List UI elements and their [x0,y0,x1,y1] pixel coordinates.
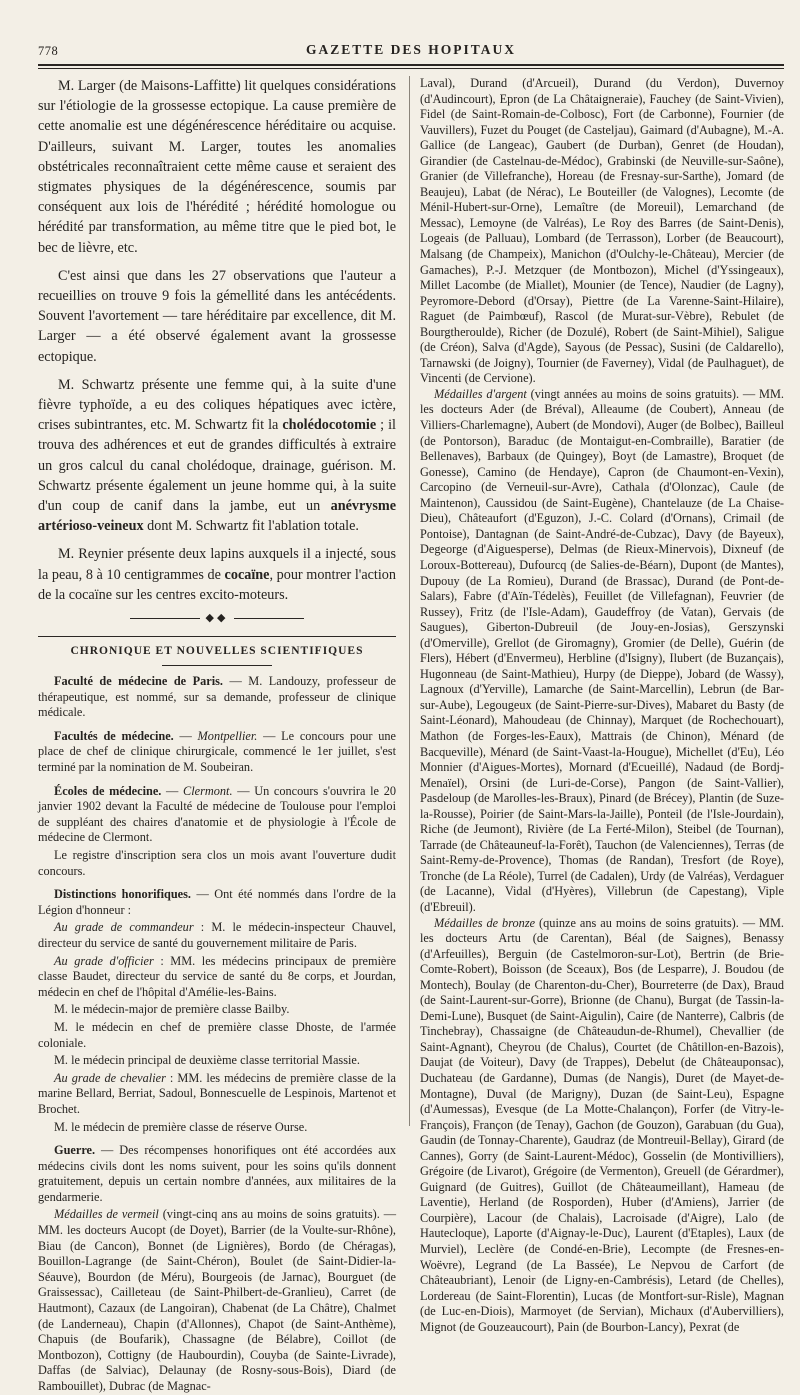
news-head: Distinctions honorifiques. [54,887,191,902]
award-line: M. le médecin-major de première classe Bailby. [54,1002,290,1017]
award-line: M. le médecin principal de deuxième classe territorial Massie. [54,1053,360,1068]
page-header [38,42,784,64]
medal-label: Médailles de bronze [434,915,536,930]
medal-body: (vingt-cinq ans au moins de soins gratuits). — MM. les docteurs Aucopt (de Doyet), Barrier (de la Voulte-sur-Rhône), Biau (de Cancon), Bonnet (de Lignières), Bordo (de Chéragas), Bouillon-Lagrange (de Saint-Chéron), Boulet (de Saint-Didier-la-Séauve), Bourdon (de Méru), Bourgeois (de Jarnac), Bourguet (de Graissessac), Cailleteau (de Saint-Philbert-de-Granlieu), Carret (de Hautmont), Cazaux (de Langoiran), Chabenat (de La Châtre), Chalmet (de Landerneau), Chapin (d'Allonnes), Chapot (de Saint-Anthème), Chapuis (de Boufarik), Chassagne (de Bélabre), Coillot (de Montbozon), Cottigny (de Haubourdin), Couyba (de Sainte-Livrade), Daffas (de Salviac), Delaunay (de Rosny-sous-Bois), Diard (de Rambouillet), Dubrac (de Magnac- [38,1207,396,1394]
medal-label: Médailles de vermeil [54,1207,159,1222]
schwartz-term-2: anévrysme artérioso-veineux [38,498,396,535]
award-body: : M. le médecin-inspecteur Chauvel, directeur du service de santé du gouvernement militaire de Paris. [38,920,396,950]
reynier-text-1: M. Reynier présente deux lapins auxquels il a injecté, sous la peau, 8 à 10 centigrammes de [38,546,396,583]
award-label: Au grade d'officier [54,953,154,968]
medal-label: Médailles d'argent [434,386,527,401]
section-ornament: ◆◆ [38,611,396,624]
news-body: — Ont été nommés dans l'ordre de la Légion d'honneur : [38,887,397,917]
left-column [38,76,397,1394]
section-title: CHRONIQUE ET NOUVELLES SCIENTIFIQUES [38,636,396,657]
medal-argent [420,387,784,916]
medal-bronze [420,916,784,1336]
schwartz-term-1: cholédocotomie [282,417,377,434]
schwartz-text-3: dont M. Schwartz fit l'ablation totale. [143,518,359,535]
header-rule-thin [38,68,784,69]
reynier-text-2: , pour montrer l'action de la cocaïne sur les centres excito-moteurs. [38,566,396,603]
news-head: Guerre. [54,1143,96,1158]
news-item: Écoles de médecine. — Clermont. — Un concours s'ouvrira le 20 janvier 1902 devant la Faculté de médecine de Toulouse pour l'emploi de suppléant des chaires d'anatomie et de physiologie à l'École de médecine de Clermont. [38,783,396,845]
award-body: : MM. les médecins principaux de première classe Baudet, directeur du service de santé du 8e corps, et Jourdan, médecin en chef de l'hôpital d'Amélie-les-Bains. [38,953,396,999]
award-label: Au grade de chevalier [54,1070,166,1085]
news-item: Facultés de médecine. — Montpellier. — Le concours pour une place de chef de clinique chirurgicale, commencé le 1er juillet, s'est terminé par la nomination de M. Soubeiran. [38,728,397,775]
news-body: — Des récompenses honorifiques ont été accordées aux médecins civils dont les noms suivent, pour les soins qu'ils donnent gratuitement, depuis un certain nombre d'années, aux militaires de la gendarmerie. [38,1143,396,1204]
society-report [38,76,396,605]
medal-body: (vingt années au moins de soins gratuits). — MM. les docteurs Ader (de Bréval), Alleaume (de Coubert), Anneau (de Villiers-Charlemagne), Aubert (de Mondovi), Auger (de Bolbec), Bailleul (de Pontorson), Baraduc (de Montaigut-en-Combraille), Baratier (de Bellenaves), Barbaux (de Quingey), Boyt (de Lamastre), Broquet (de Gonesse), Camino (de Hendaye), Capron (de Chaumont-en-Vexin), Carcopino (de Verneuil-sur-Avre), Cathala (d'Olonzac), Caule (de Maintenon), Caussidou (de Saint-Eugène), Chantelauze (de La Chaise-Dieu), Châteaufort (d'Eguzon), J.-C. Colard (d'Ornans), Crimail (de Pontoise), Dantagnan (de Saint-André-de-Cubzac), Davy (de Bayeux), Degeorge (d'Aiguesperse), Delmas (de Rieux-Minervois), Dixneuf (de Loroux-Bottereau), Dufourcq (de Salies-de-Béarn), Dupont (de Mantes), Dupouy (de La Romieu), Durand (de Brassac), Durand (de Pont-de-Salars), Fabre (d'Aïn-Tédelès), Feuillet (de Villefagnan), Feuvrier (de Russey), Fritz (de l'Isle-Adam), Gaudeffroy (de Vatan), Gervais (de Saugues), Giberton-Dubreuil (de Jouy-en-Josias), Gerszynski (d'Omerville), Grellot (de Giromagny), Gromier (de Delle), Guérin (de Flers), Hébert (d'Envermeu), Herbline (d'Isigny), Ilubert (de Buzançais), Hugonneau (de Saint-Mathieu), Hurpy (de Dieppe), Jobard (de Wassy), Lagnoux (d'Yerville), Lamarche (de Saint-Marcellin), Lebrun (de Bar-sur-Aube), Legougeux (de Saint-Pierre-sur-Dives), Mabaret du Basty (de Saint-Léonard), Mahoudeau (de Chinnay), Marquet (de Rochechouart), Mathon (de Forges-les-Eaux), Mattrais (de Chinon), Ménard (de Bacqueville), Ménard (de Saint-Vaast-la-Hougue), Michellet (d'Eu), Léo Monnier (d'Aigues-Mortes), Mornard (d'Ecueillé), Nadaud (de Bordj-Menaïel), Orsini (de Luri-de-Corse), Pangon (de Saint-Vallier), Pasdeloup (de Marolles-les-Braux), Pinard (de Brécey), Plantin (de Suze-la-Rousse), Poirier (de Saint-Mars-la-Jaille), Ponteil (de l'Isle-Jourdain), Riche (de Jeumont), Rivière (de La Ferté-Milon), Steibel (de Tournan), Tarrade (de Châteauneuf-la-Forêt), Tauchon (de Valenciennes), Terras (de Saint-Remy-de-Provence), Thomas (de Randan), Tresfort (de Roye), Tronche (de La Réole), Turrel (de Cadalen), Urdy (de Valréas), Verdaguer (de Lacanne), Vidal (d'Hyères), Villebrun (de Capestang), Viple (d'Ebreuil). [420,386,784,914]
reynier-term: cocaïne [224,566,270,583]
news-item [38,1143,396,1205]
paragraph-schwartz [38,375,396,537]
award-body: : MM. les médecins de première classe de la marine Bellard, Berriat, Sadoul, Bonnescuelle de Lespinois, Martenot et Brochet. [38,1070,396,1116]
news-body: — M. Landouzy, professeur de thérapeutique, est nommé, sur sa demande, professeur de clinique médicale. [38,674,396,720]
journal-title: GAZETTE DES HOPITAUX [305,42,517,57]
schwartz-text-2: ; il trouva des adhérences et eut de grandes difficultés à extraire un gros calcul du canal cholédoque, drainage, guérison. M. Schwartz présente également un jeune homme qui, à la suite d'un coup de canif dans la jambe, eut un [38,417,397,515]
news-list [38,674,396,1395]
award-chevalier [38,1071,396,1118]
news-item [38,674,396,721]
section-subrule [162,665,272,666]
schwartz-text-1: M. Schwartz présente une femme qui, à la suite d'une fièvre typhoïde, a eu des coliques hépatiques avec ictère, crises subintrantes, etc. M. Schwartz fit la [38,376,396,434]
news-place: Clermont. [183,783,233,798]
paragraph-gemellite-text: C'est ainsi que dans les 27 observations que l'auteur a recueillies on trouve 9 fois la gémellité dans les antécédents. Souvent l'avortement — tare héréditaire par excellence, dit M. Larger — a été observé également avant la grossesse ectopique. [38,267,396,365]
paragraph-gemellite [38,266,396,367]
medal-vermeil-continued: Laval), Durand (d'Arcueil), Durand (du Verdon), Duvernoy (d'Audincourt), Epron (de La Châtaigneraie), Fauchey (de Saint-Vivien), Fidel (de Saint-Romain-de-Colbosc), Fort (de Carbonne), Fournier (de Vauvillers), Fuzet du Pouget (de Casteljau), Gaimard (d'Aubagne), M.-A. Gallice (de Langeac), Gaubert (de Durban), Genret (de Houdan), Girandier (de Castelnau-de-Médoc), Grabinski (de Neuville-sur-Saône), Granier (de Villefranche), Horeau (de Fresnay-sur-Sarthe), Jomard (de Beaujeu), Labat (de Nérac), Le Bouteiller (de Valognes), Lecomte (de Ménil-Hubert-sur-Orne), Lemaître (de Moreuil), Lemarchand (de Messac), Lemoyne (de Valréas), Le Roy des Barres (de Saint-Denis), Logeais (de Palluau), Lombard (de Terrasson), Lorber (de Beaucourt), Malsang (de Champeix), Manichon (d'Oulchy-le-Château), Mercier (de Gamaches), P.-J. Metzquer (de Montbozon), Michel (d'Yssingeaux), Millet Lacombe (de Miallet), Mounier (de Tence), Naudier (de Lagny), Peyromore-Debord (d'Orsay), Piettre (de La Varenne-Saint-Hilaire), Raguet (de Paimbœuf), Rascol (de Murat-sur-Vèbre), Rebulet (de Bourgtheroulde), Richer (de Dozulé), Robert (de Saint-Mihiel), Saligue (de Créon), Salva (d'Agde), Sayous (de Pessac), Susini (de Caldarello), Tarnawski (de Joigny), Tournier (de Faverney), Vidal (de Paulhaguet), de Vincenti (de Cervione). [420,76,784,386]
medal-vermeil [38,1207,396,1394]
column-divider [409,76,410,1126]
news-item [38,887,396,918]
paragraph-larger [38,76,396,258]
news-place: Montpellier. [197,728,258,743]
award-label: Au grade de commandeur [54,920,194,935]
news-head: Facultés de médecine. [54,728,174,743]
award-officier [38,954,396,1001]
news-head: Faculté de médecine de Paris. [54,674,224,689]
right-column [420,76,784,1334]
award-line: M. le médecin en chef de première classe Dhoste, de l'armée coloniale. [38,1019,396,1050]
news-head: Écoles de médecine. [54,783,162,798]
header-rule [38,64,784,66]
news-item-continued: Le registre d'inscription sera clos un mois avant l'ouverture dudit concours. [38,848,396,878]
award-commandeur [38,920,396,951]
news-body: — Un concours s'ouvrira le 20 janvier 1902 devant la Faculté de médecine de Toulouse pour l'emploi de suppléant des chaires d'anatomie et de physiologie à l'École de médecine de Clermont. [38,783,396,845]
paragraph-larger-text: M. Larger (de Maisons-Laffitte) lit quelques considérations sur l'étiologie de la grossesse ectopique. La cause première de cette anomalie est une dégénérescence héréditaire ou acquise. D'ailleurs, suivant M. Larger, toutes les anomalies obstétricales reconnaîtraient cette même cause et seraient des stigmates physiques de la dégénérescence, soumis par conséquent aux lois de l'hérédité ; hérédité homologue ou hérédité par transformation, au même titre que le pied bot, le bec de lièvre, etc. [38,78,396,256]
award-line: M. le médecin de première classe de réserve Ourse. [54,1119,308,1134]
news-body: — Le concours pour une place de chef de clinique chirurgicale, commencé le 1er juillet, s'est terminé par la nomination de M. Soubeiran. [38,728,397,775]
medal-body: (quinze ans au moins de soins gratuits). — MM. les docteurs Artu (de Carentan), Béal (de Saignes), Benassy (d'Arfeuilles), Berguin (de Castelmoron-sur-Lot), Bertrin (de Brie-Comte-Robert), Boisson (de Sceaux), Bos (de Lesparre), J. Boudou (de Montech), Boulay (de Charenton-du-Cher), Bourreterre (de Dax), Braud (de Saint-Laurent-sur-Gorre), Brionne (de Chanu), Burgat (de Tassin-la-Demi-Lune), Busquet (de Saint-Aigulin), Caire (de Nanterre), Calbris (de Tinchebray), Chassaigne (de Châteaudun-de-Rhumel), Chevallier (de Saint-Agnant), Cheyrou (de Chalus), Courtet (de Châtillon-en-Bazois), Daujat (de Voiteur), Davy (de Trappes), Debelut (de Châteauponsac), Duchateau (de Gardanne), Dumas (de Nangis), Duret (de Mayet-de-Montagne), Duval (de Marigny), Duzan (de Saint-Leu), Espagne (d'Aumessas), Evesque (de La Motte-Chalançon), Forfer (de Vitry-le-François), Françon (de Tenay), Gachon (de Gouzon), Garabuan (du Gua), Gaudin (de Tonnay-Charente), Gaudraz (de Montreuil-Bellay), Girard (de Cannes), Gorry (de Saint-Laurent-Médoc), Gosselin (de Montivilliers), Grégoire (de Livarot), Grégoire (de Vermenton), Greuell (de Gérardmer), Guignard (de Guitres), Guillot (de Châteaumeillant), Hameau (de Laventie), Herland (de Rosporden), Huber (d'Amiens), Jarrier (de Courpière), Lacour (de Chalais), Lacroisade (d'Aigre), Lalo (de Hautecloque), Laporte (d'Aignay-le-Duc), Laurent (d'Etaples), Laux (de Murviel), Leclère (de Condé-en-Brie), Lecompte (de Fresnes-en-Woëvre), Legrand (de La Bassée), Le Nepvou de Carfort (de Châteaubriant), Lenoir (de Ligny-en-Cambrésis), Letard (de Chelles), Lordereau (de Saint-Florentin), Lucas (de Montfort-sur-Risle), Magnan (de Luc-en-Diois), Marmoyet (de Servian), Michaux (d'Aubervilliers), Mignot (de Gouzeaucourt), Pain (de Bourbon-Lancy), Pexrat (de [420,915,784,1334]
paragraph-reynier [38,544,396,605]
page-number: 778 [38,44,59,58]
